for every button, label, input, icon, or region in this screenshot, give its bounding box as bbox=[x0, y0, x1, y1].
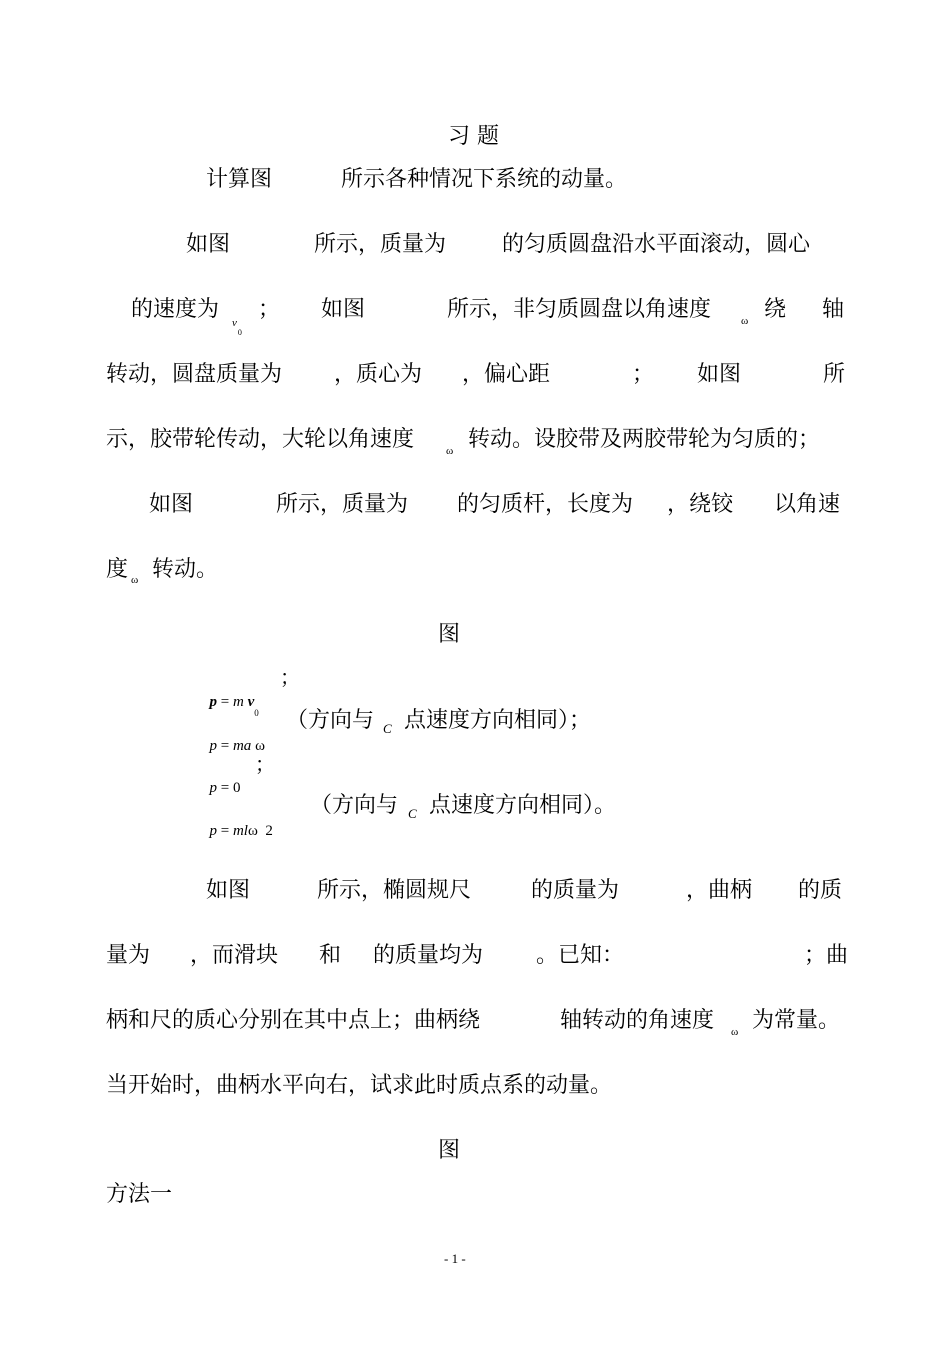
point-c-symbol: C bbox=[383, 721, 392, 736]
p1-line2-c: 如图 bbox=[321, 297, 366, 322]
answer-c: p = 0 bbox=[209, 780, 241, 796]
p1-line5-d: ，绕铰 bbox=[667, 492, 734, 517]
p1-line2-e: 绕 bbox=[764, 297, 787, 322]
p1-line3-f: 所 bbox=[823, 362, 846, 387]
p1-line2-d: 所示，非匀质圆盘以角速度 bbox=[447, 297, 712, 322]
answer-b: p = ma ω bbox=[209, 738, 265, 754]
p1-line5-c: 的匀质杆，长度为 bbox=[457, 492, 634, 517]
p1-line4-a: 示，胶带轮传动，大轮以角速度 bbox=[106, 427, 415, 452]
p1-line3-a: 转动，圆盘质量为 bbox=[106, 362, 283, 387]
p2-line1-b: 所示，椭圆规尺 bbox=[317, 878, 472, 903]
problem1-intro-a: 计算图 bbox=[206, 167, 273, 192]
p2-line2-a: 量为 bbox=[106, 943, 151, 968]
method-heading: 方法一 bbox=[106, 1182, 173, 1207]
answer-c-tail: ； bbox=[255, 752, 275, 776]
p1-line1-b: 所示，质量为 bbox=[314, 232, 447, 257]
omega-symbol: ω bbox=[731, 1026, 739, 1038]
figure-label-1: 图 bbox=[438, 622, 461, 647]
p1-line3-c: ，偏心距 bbox=[462, 362, 551, 387]
p2-line3-b: 轴转动的角速度 bbox=[560, 1008, 715, 1033]
p1-line3-e: 如图 bbox=[697, 362, 742, 387]
p2-line1-e: 的质 bbox=[798, 878, 843, 903]
p2-line1-d: ，曲柄 bbox=[686, 878, 753, 903]
answer-b-tail-pre: （方向与 bbox=[286, 708, 375, 733]
p1-line3-d: ； bbox=[632, 362, 655, 387]
answer-d: p = mlω 2 bbox=[209, 823, 273, 839]
omega-symbol: ω bbox=[446, 445, 454, 457]
p1-line4-b: 转动。设胶带及两胶带轮为匀质的； bbox=[468, 427, 821, 452]
page-number: - 1 - bbox=[444, 1251, 466, 1266]
v0-symbol: $v_0$ bbox=[232, 317, 242, 337]
p1-line3-b: ，质心为 bbox=[334, 362, 423, 387]
p2-line2-d: 的质量均为 bbox=[373, 943, 484, 968]
answer-b-tail-post: 点速度方向相同）； bbox=[404, 708, 592, 733]
p2-line2-f: ；曲 bbox=[804, 943, 849, 968]
p2-line3-a: 柄和尺的质心分别在其中点上；曲柄绕 bbox=[106, 1008, 481, 1033]
p1-line5-b: 所示，质量为 bbox=[276, 492, 409, 517]
p1-line5-e: 以角速 bbox=[774, 492, 841, 517]
answer-d-tail-post: 点速度方向相同）。 bbox=[429, 793, 617, 818]
p2-line2-c: 和 bbox=[319, 943, 342, 968]
answer-d-tail-pre: （方向与 bbox=[310, 793, 399, 818]
answer-a: p = m $v_0$ bbox=[209, 694, 259, 718]
p2-line1-c: 的质量为 bbox=[531, 878, 620, 903]
p1-line6-a: 度 bbox=[106, 557, 129, 582]
point-c-symbol: C bbox=[408, 806, 417, 821]
p1-line2-b: ； bbox=[258, 297, 281, 322]
p2-line4: 当开始时，曲柄水平向右，试求此时质点系的动量。 bbox=[106, 1073, 613, 1098]
omega-symbol: ω bbox=[131, 574, 139, 586]
problem1-intro-b: 所示各种情况下系统的动量。 bbox=[341, 167, 628, 192]
p2-line2-e: 。已知： bbox=[536, 943, 625, 968]
p1-line1-a: 如图 bbox=[186, 232, 231, 257]
p2-line1-a: 如图 bbox=[206, 878, 251, 903]
p2-line3-c: 为常量。 bbox=[752, 1008, 841, 1033]
p1-line6-b: 转动。 bbox=[152, 557, 219, 582]
page-title: 习 题 bbox=[448, 124, 499, 149]
answer-a-tail: ； bbox=[280, 665, 300, 689]
p1-line2-f: 轴 bbox=[822, 297, 845, 322]
omega-symbol: ω bbox=[741, 315, 749, 327]
p2-line2-b: ，而滑块 bbox=[190, 943, 279, 968]
figure-label-2: 图 bbox=[438, 1138, 461, 1163]
p1-line2-a: 的速度为 bbox=[131, 297, 220, 322]
p1-line5-a: 如图 bbox=[149, 492, 194, 517]
p1-line1-c: 的匀质圆盘沿水平面滚动，圆心 bbox=[502, 232, 811, 257]
